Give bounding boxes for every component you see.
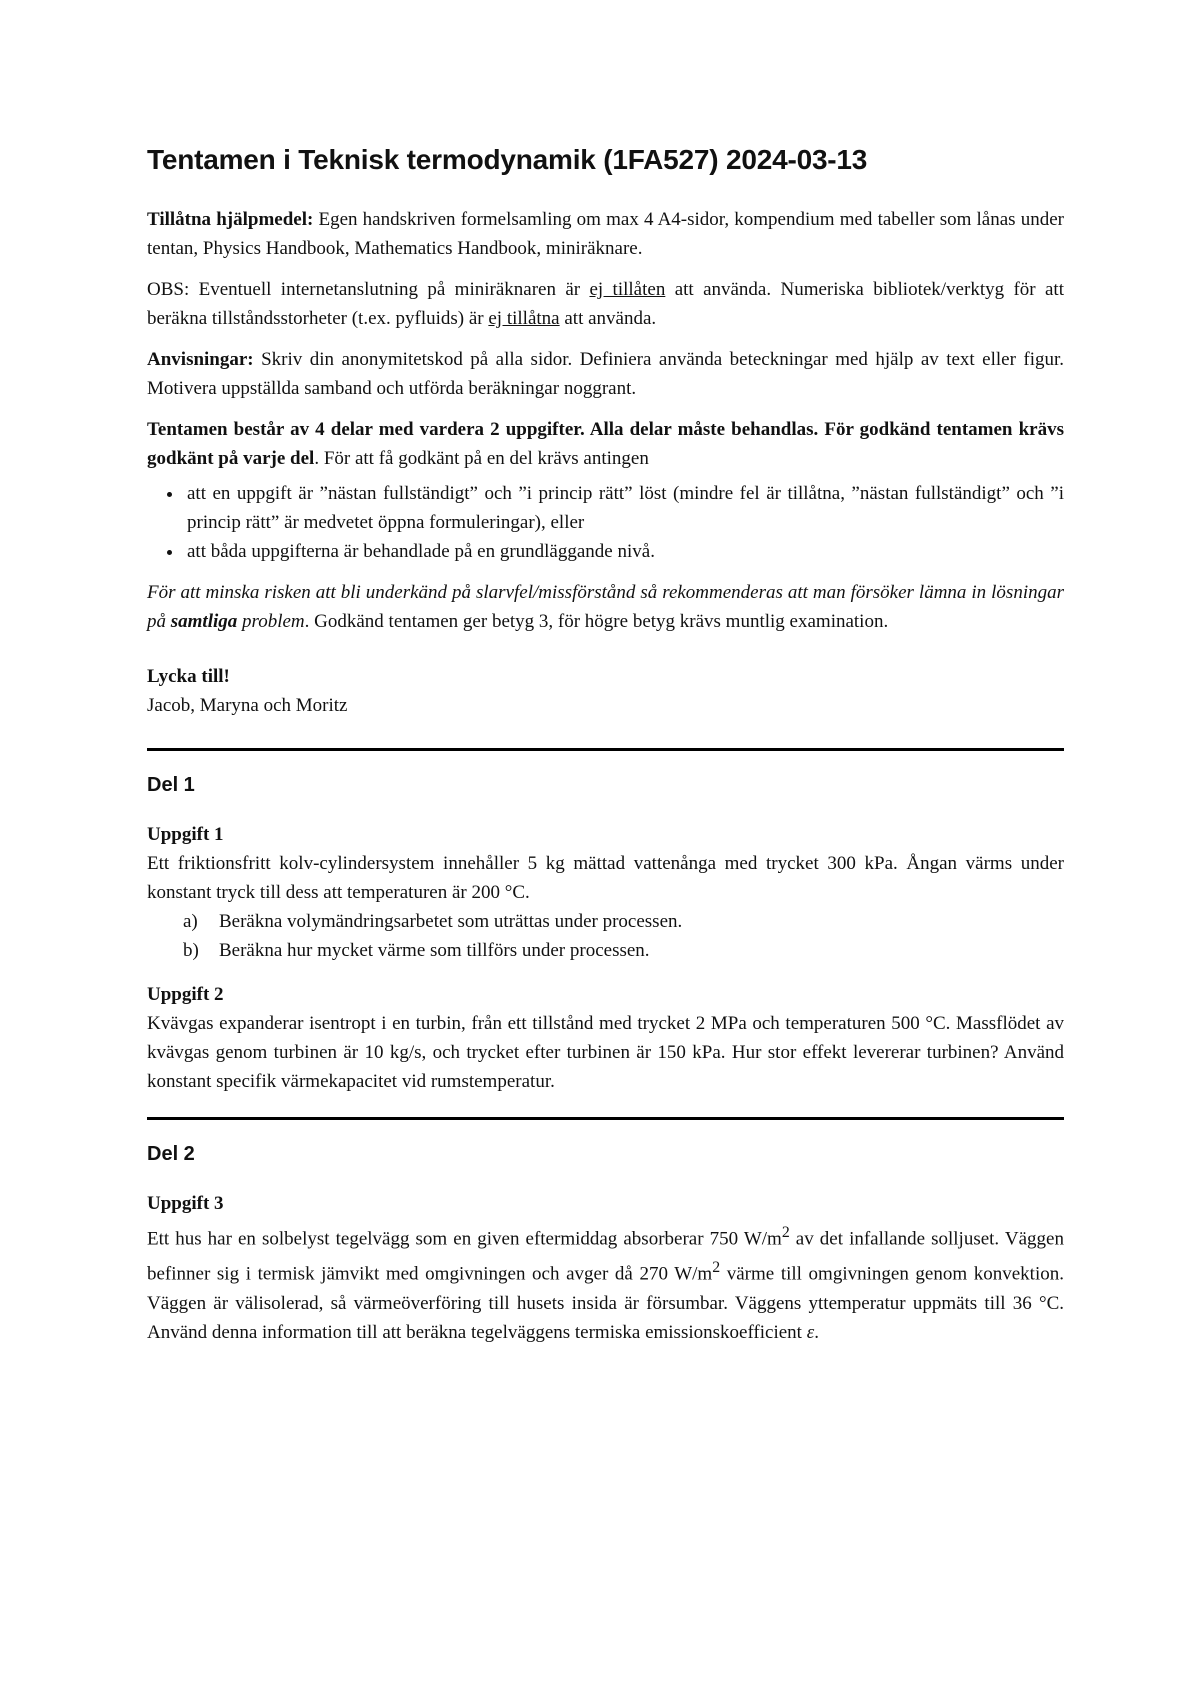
task-text-2: Kvävgas expanderar isentropt i en turbin, från ett tillstånd med trycket 2 MPa och temperaturen 500 °C. Massflödet av kvävgas genom turbinen är 10 kg/s, och trycket efter turbinen är 150 kPa. Hur stor effekt levererar turbinen? Använd konstant specifik värmekapacitet vid rumstemperatur. [147,1013,1064,1092]
subquestion-b [183,936,1064,965]
parts-paragraph [147,415,1064,473]
exam-page [147,142,1064,1347]
section-heading-del-2: Del 2 [147,1143,195,1165]
task-3-text-2: av det infallande solljuset. Väggen befinner sig i termisk jämvikt med omgivningen och avger då 270 W/m [147,1228,1064,1285]
task-3-text-3: värme till omgivningen genom konvektion. Väggen är välisolerad, så värmeöverföring till husets insida är försumbar. Väggens yttemperatur uppmäts till 36 °C. Använd denna information till att beräkna tegelväggens termiska emissionskoefficient [147,1263,1064,1343]
signature-block [147,662,1064,720]
subquestion-text: Beräkna hur mycket värme som tillförs under processen. [219,940,650,961]
subquestion-a [183,907,1064,936]
epsilon-symbol: ε [806,1321,815,1343]
section-divider [147,1117,1064,1120]
advice-paragraph [147,578,1064,636]
obs-underline-2: ej tillåtna [488,308,560,329]
author-names: Jacob, Maryna och Moritz [147,695,348,716]
task-heading-1: Uppgift 1 [147,824,224,845]
advice-text: . Godkänd tentamen ger betyg 3, för högre betyg krävs muntlig examination. [304,611,889,632]
parts-bold-text: Tentamen består av 4 delar med vardera 2 uppgifter. Alla delar måste behandlas. För godkänd tentamen krävs godkänt på varje del [147,419,1064,469]
superscript: 2 [781,1224,790,1241]
obs-underline-1: ej tillåten [589,279,666,300]
section-divider [147,748,1064,751]
allowed-aids-label: Tillåtna hjälpmedel: [147,209,314,230]
list-item: • att båda uppgifterna är behandlade på en grundläggande nivå. [184,537,1064,566]
task-heading-3: Uppgift 3 [147,1193,224,1214]
page-title: Tentamen i Teknisk termodynamik (1FA527) 2024-03-13 [147,144,868,175]
subquestion-label: a) [183,911,198,932]
pass-criteria-list [147,479,1064,566]
allowed-aids-text: Egen handskriven formelsamling om max 4 A4-sidor, kompendium med tabeller som lånas under tentan, Physics Handbook, Mathematics Handbook, miniräknare. [147,209,1064,259]
list-item: • att en uppgift är ”nästan fullständigt” och ”i princip rätt” löst (mindre fel är tillåtna, ”nästan fullständigt” och ”i princip rätt” är medvetet öppna formuleringar), eller [184,479,1064,537]
obs-text-3: att använda. [559,308,657,329]
parts-text: . För att få godkänt på en del krävs antingen [314,448,649,469]
greeting: Lycka till! [147,666,230,687]
obs-paragraph [147,275,1064,333]
task-text-3 [147,1218,1064,1347]
instructions-label: Anvisningar: [147,349,254,370]
obs-text-1: OBS: Eventuell internetanslutning på miniräknaren är [147,279,590,300]
advice-italic-bold: samtliga [170,611,238,632]
task-3-text-4: . [814,1321,819,1343]
spacer [147,965,1064,980]
advice-italic-2: problem [237,611,305,632]
section-heading-del-1: Del 1 [147,774,195,796]
task-text-1: Ett friktionsfritt kolv-cylindersystem innehåller 5 kg mättad vattenånga med trycket 300 kPa. Ångan värms under konstant tryck till dess att temperaturen är 200 °C. [147,853,1064,903]
task-1-subquestions [147,907,1064,965]
instructions-text: Skriv din anonymitetskod på alla sidor. Definiera använda beteckningar med hjälp av text eller figur. Motivera uppställda samband och utförda beräkningar noggrant. [147,349,1064,399]
subquestion-text: Beräkna volymändringsarbetet som uträttas under processen. [219,911,683,932]
allowed-aids-paragraph [147,205,1064,263]
advice-italic-1: För att minska risken att bli underkänd på slarvfel/missförstånd så rekommenderas att man försöker lämna in lösningar på [147,582,1064,632]
instructions-paragraph [147,345,1064,403]
task-3-text-1: Ett hus har en solbelyst tegelvägg som en given eftermiddag absorberar 750 W/m [147,1228,782,1250]
superscript: 2 [712,1259,721,1277]
task-heading-2: Uppgift 2 [147,984,224,1005]
subquestion-label: b) [183,940,199,961]
obs-text-2: att använda. Numeriska bibliotek/verktyg för att beräkna tillståndsstorheter (t.ex. pyfluids) är [147,279,1064,329]
